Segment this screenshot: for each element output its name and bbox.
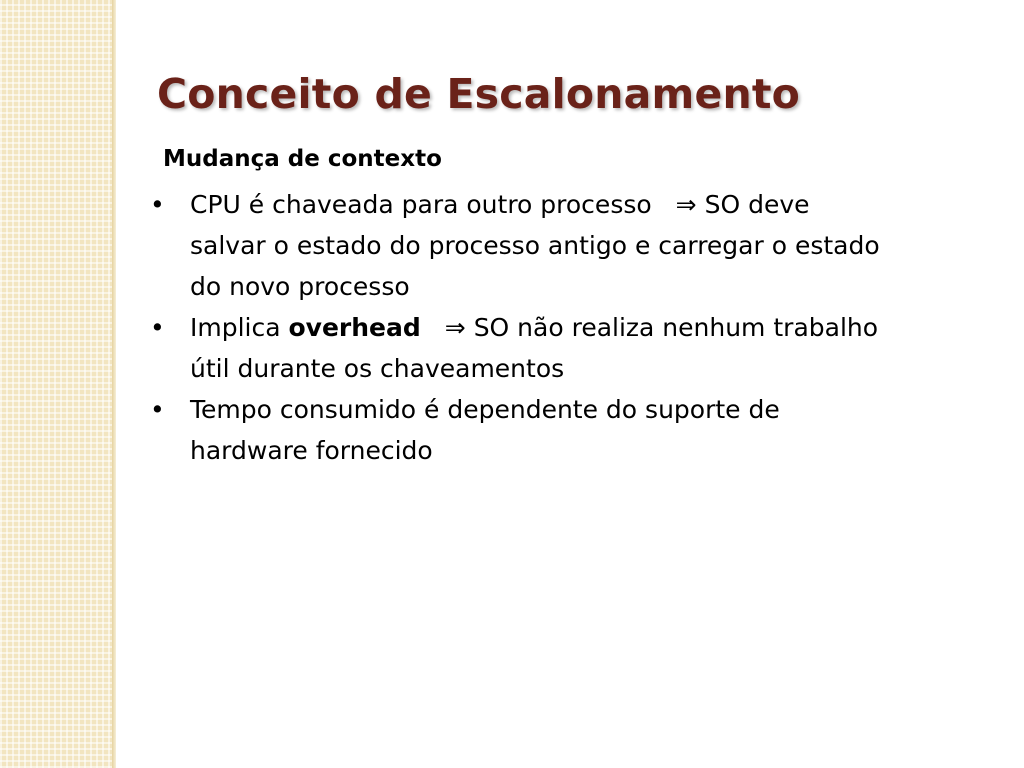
bullet-icon: • [150,190,165,219]
bullet-bold-term: overhead [288,313,421,342]
decorative-sidebar [0,0,112,768]
bullet-text: CPU é chaveada para outro processo [190,190,652,219]
bullet-list [150,184,880,471]
bullet-item [150,307,880,389]
sidebar-edge [112,0,116,768]
slide-subheading: Mudança de contexto [163,146,442,172]
bullet-text: Tempo consumido é dependente do suporte de hardware fornecido [190,395,780,465]
implies-arrow-icon: ⇒ [675,190,697,219]
bullet-icon: • [150,395,165,424]
bullet-item [150,184,880,307]
bullet-icon: • [150,313,165,342]
bullet-text-continuation: SO não realiza nenhum trabalho útil durante os chaveamentos [190,313,879,383]
bullet-text-continuation: SO deve salvar o estado do processo antigo e carregar o estado do novo processo [190,190,880,301]
implies-arrow-icon: ⇒ [444,313,466,342]
slide-title: Conceito de Escalonamento [157,70,801,118]
bullet-item [150,389,880,471]
bullet-text: Implica [190,313,289,342]
